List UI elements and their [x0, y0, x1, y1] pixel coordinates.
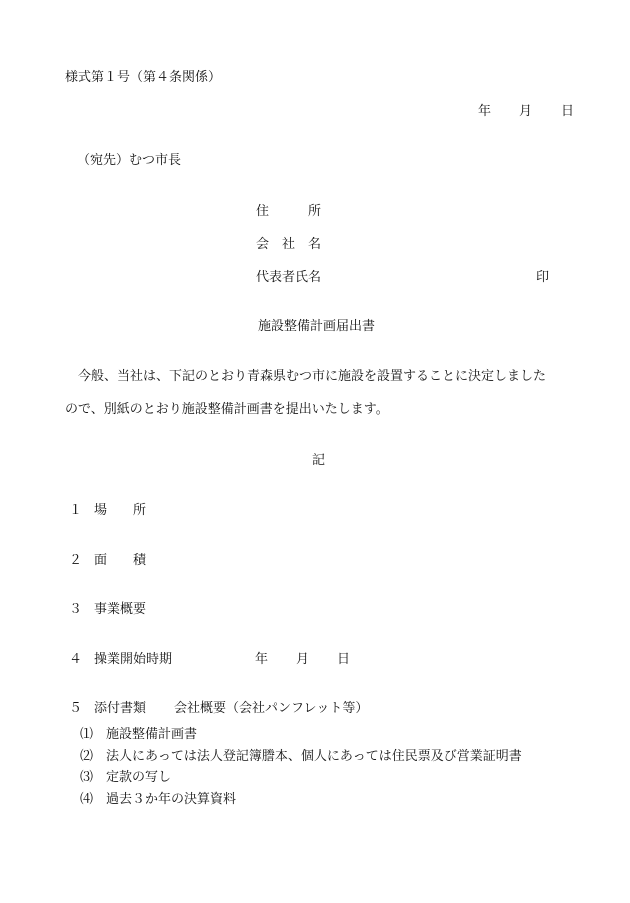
- date-year: 年: [478, 104, 492, 119]
- body-line-1: 今般、当社は、下記のとおり青森県むつ市に施設を設置することに決定しました: [65, 369, 547, 384]
- attachment-number: ⑴: [80, 727, 94, 742]
- date-day: 日: [561, 104, 575, 119]
- addressee: （宛先）むつ市長: [77, 153, 182, 168]
- seal-mark: 印: [536, 270, 550, 285]
- date-month: 月: [519, 104, 533, 119]
- form-number: 様式第１号（第４条関係）: [65, 70, 222, 85]
- body-line-2: ので、別紙のとおり施設整備計画書を提出いたします。: [65, 402, 389, 417]
- item-label: 面 積: [94, 553, 147, 568]
- attachment-text: 法人にあっては法人登記簿謄本、個人にあっては住民票及び営業証明書: [106, 749, 522, 764]
- document-title: 施設整備計画届出書: [258, 319, 376, 334]
- item-label: 事業概要: [94, 602, 147, 617]
- item-label: 操業開始時期: [94, 652, 173, 667]
- operation-start-month: 月: [296, 652, 310, 667]
- representative-name-label: 代表者氏名: [256, 270, 322, 285]
- item-number: ５: [69, 701, 83, 716]
- operation-start-year: 年: [255, 652, 269, 667]
- attachment-number: ⑵: [80, 749, 94, 764]
- attachment-text: 過去３か年の決算資料: [106, 792, 237, 807]
- attachment-text: 施設整備計画書: [106, 727, 198, 742]
- attachment-text: 定款の写し: [106, 770, 172, 785]
- company-name-label: 会 社 名: [256, 237, 322, 252]
- attachment-detail: 会社概要（会社パンフレット等）: [174, 701, 369, 716]
- attachment-number: ⑷: [80, 792, 94, 807]
- item-number: ３: [69, 602, 83, 617]
- item-label: 添付書類: [94, 701, 147, 716]
- address-label: 住 所: [256, 204, 322, 219]
- item-label: 場 所: [94, 503, 147, 518]
- operation-start-day: 日: [337, 652, 351, 667]
- item-number: ４: [69, 652, 83, 667]
- ki-heading: 記: [312, 453, 326, 468]
- item-number: １: [69, 503, 83, 518]
- attachment-number: ⑶: [80, 770, 94, 785]
- item-number: ２: [69, 553, 83, 568]
